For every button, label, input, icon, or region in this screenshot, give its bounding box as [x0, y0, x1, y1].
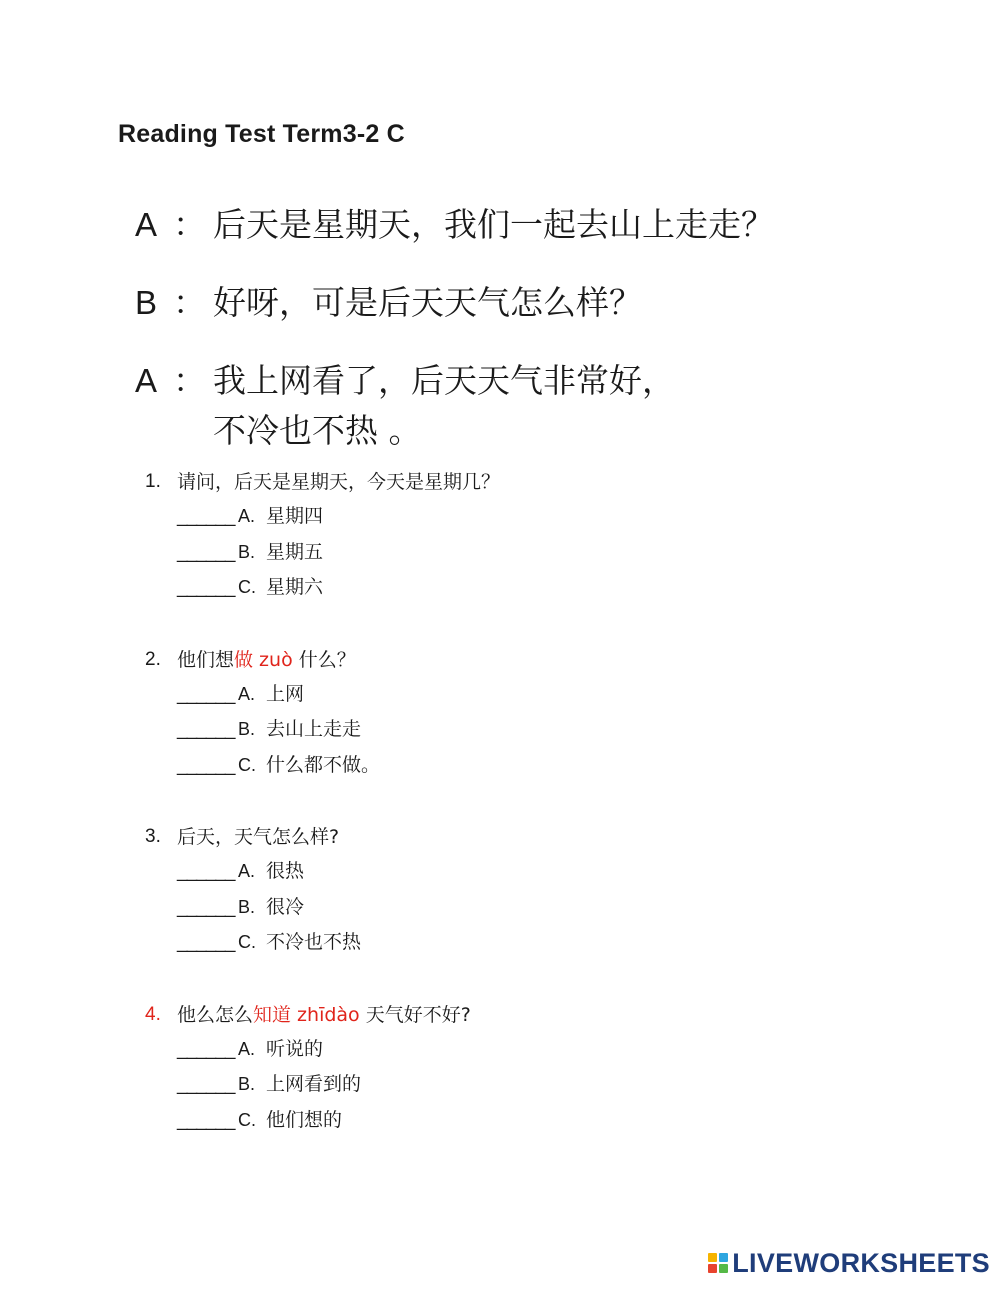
option-label: A.: [238, 861, 256, 881]
question-text-end: 天气好不好?: [359, 1003, 471, 1026]
option-b: [145, 1067, 845, 1103]
option-text: 上网: [266, 682, 305, 705]
option-c: [145, 748, 845, 784]
option-text: 星期四: [266, 505, 324, 527]
logo-block: [708, 1253, 717, 1262]
option-b: [145, 712, 845, 748]
question-number: 2.: [145, 648, 161, 670]
option-label: C.: [238, 932, 256, 952]
questions: [145, 465, 845, 1175]
question-line: [145, 643, 845, 677]
option-c: [145, 570, 845, 606]
speaker-label: B: [135, 284, 158, 321]
logo-text: LIVEWORKSHEETS: [732, 1247, 990, 1278]
dialogue-text: 好呀，可是后天天气怎么样？: [213, 283, 642, 322]
option-label: A.: [238, 506, 256, 526]
option-label: B.: [238, 1074, 256, 1094]
option-text: 很热: [266, 860, 305, 882]
speaker-colon: ：: [173, 361, 206, 400]
logo-block: [719, 1253, 728, 1262]
answer-blank[interactable]: ______: [177, 719, 235, 740]
option-a: [145, 677, 845, 713]
dialogue-text-line-2: 不冷也不热 。: [213, 411, 422, 450]
option-a: [145, 1032, 845, 1068]
liveworksheets-logo: [708, 1249, 990, 1277]
option-text: 去山上走走: [266, 718, 362, 740]
option-text: 不冷也不热: [266, 931, 362, 953]
question-text-start: 他么怎么: [177, 1003, 254, 1026]
option-text: 星期五: [266, 540, 324, 563]
answer-blank[interactable]: ______: [177, 754, 235, 776]
logo-block: [708, 1264, 717, 1273]
logo-block: [719, 1264, 728, 1273]
option-label: A.: [238, 1038, 256, 1059]
option-label: C.: [238, 754, 256, 775]
option-b: [145, 535, 845, 571]
question-1: [145, 465, 845, 606]
question-number: 1.: [145, 471, 161, 492]
question-text-end: 什么？: [292, 648, 356, 671]
answer-blank[interactable]: ______: [177, 541, 235, 563]
option-label: B.: [238, 541, 256, 562]
question-text-start: 他们想: [177, 648, 235, 671]
option-c: [145, 925, 845, 961]
speaker-colon: ：: [173, 283, 206, 322]
answer-blank[interactable]: ______: [177, 1038, 235, 1060]
option-text: 什么都不做。: [266, 753, 381, 776]
option-label: B.: [238, 896, 256, 917]
question-text: [177, 998, 471, 1032]
option-b: [145, 890, 845, 926]
answer-blank[interactable]: ______: [177, 896, 235, 918]
question-4: [145, 998, 845, 1139]
question-2: [145, 643, 845, 784]
option-text: 他们想的: [266, 1108, 343, 1131]
question-text: 后天，天气怎么样?: [177, 826, 340, 848]
option-text: 听说的: [266, 1037, 324, 1060]
dialogue: [135, 200, 935, 484]
dialogue-line-1: [135, 200, 935, 250]
option-label: C.: [238, 577, 256, 597]
option-a: [145, 499, 845, 535]
logo-blocks-icon: [708, 1253, 728, 1273]
answer-blank[interactable]: ______: [177, 932, 235, 953]
answer-blank[interactable]: ______: [177, 1109, 235, 1131]
answer-blank[interactable]: ______: [177, 861, 235, 882]
answer-blank[interactable]: ______: [177, 1074, 235, 1095]
option-text: 很冷: [266, 895, 305, 918]
question-3: [145, 820, 845, 961]
answer-blank[interactable]: ______: [177, 683, 235, 705]
dialogue-text: [213, 356, 913, 456]
question-line: [145, 465, 845, 499]
question-number: 4.: [145, 1003, 161, 1025]
option-label: C.: [238, 1109, 256, 1130]
speaker-label: A: [135, 362, 158, 399]
question-number: 3.: [145, 826, 161, 847]
vocab-highlight: 知道 zhīdào: [253, 1003, 360, 1026]
vocab-highlight: 做 zuò: [234, 648, 293, 671]
speaker-label: A: [135, 206, 158, 243]
option-c: [145, 1103, 845, 1139]
dialogue-line-3: [135, 356, 935, 456]
option-label: A.: [238, 683, 256, 704]
option-text: 上网看到的: [266, 1073, 362, 1095]
dialogue-line-2: [135, 278, 935, 328]
question-line: [145, 998, 845, 1032]
worksheet-title: Reading Test Term3-2 C: [118, 120, 405, 148]
option-text: 星期六: [266, 576, 324, 598]
option-label: B.: [238, 719, 256, 739]
question-line: [145, 820, 845, 854]
dialogue-text-line-1: 我上网看了，后天天气非常好，: [213, 361, 675, 400]
question-text: [177, 643, 356, 677]
speaker-colon: ：: [173, 205, 206, 244]
option-a: [145, 854, 845, 890]
question-text: 请问，后天是星期天，今天是星期几？: [177, 471, 501, 493]
answer-blank[interactable]: ______: [177, 577, 235, 598]
answer-blank[interactable]: ______: [177, 506, 235, 527]
dialogue-text: 后天是星期天，我们一起去山上走走？: [213, 205, 774, 244]
